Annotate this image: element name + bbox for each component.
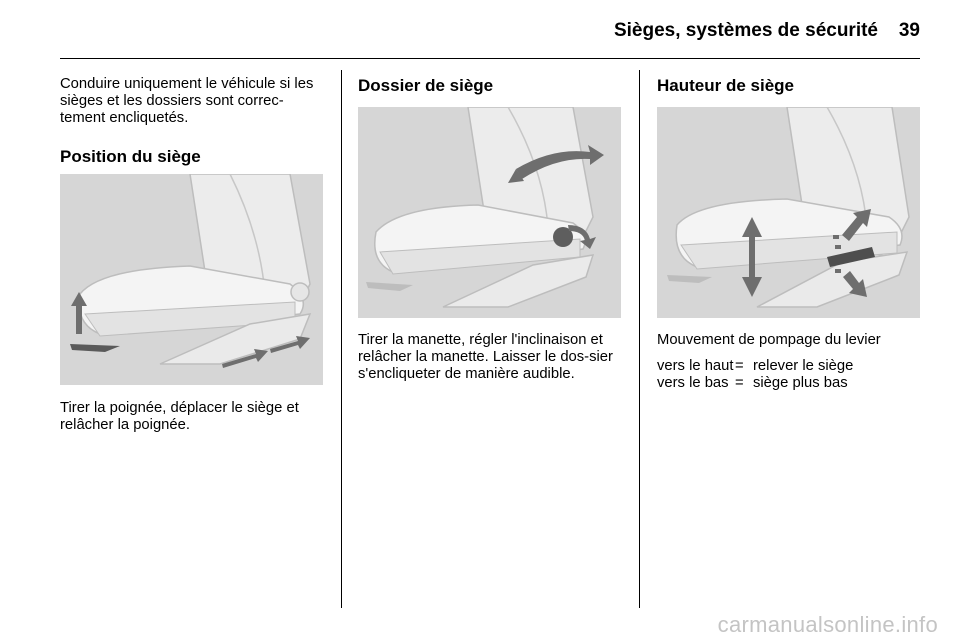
- header-rule: [60, 58, 920, 59]
- section-heading-backrest: Dossier de siège: [358, 76, 494, 95]
- column-divider-2: [639, 70, 640, 608]
- legend-description: relever le siège: [753, 358, 854, 374]
- column-divider-1: [341, 70, 342, 608]
- legend-equals: =: [735, 358, 744, 374]
- legend-equals: =: [735, 375, 744, 391]
- caption-seat-position-text: Tirer la poignée, déplacer le siège et relâcher la poignée.: [60, 400, 299, 433]
- page-header-title: Sièges, systèmes de sécurité: [613, 20, 878, 41]
- caption-seat-position: [60, 400, 324, 434]
- column-seat-position: [60, 76, 324, 167]
- backrest-illustration: [358, 107, 621, 318]
- section-heading-seat-height: Hauteur de siège: [657, 76, 794, 95]
- column-backrest: [358, 76, 622, 96]
- seat-height-illustration: [657, 107, 920, 318]
- legend-term: vers le bas: [657, 375, 729, 391]
- seat-position-illustration: [60, 174, 323, 385]
- legend-term: vers le haut: [657, 358, 734, 374]
- section-heading-seat-position: Position du siège: [60, 147, 201, 166]
- legend-row: [657, 375, 853, 392]
- watermark: carmanualsonline.info: [717, 612, 938, 637]
- caption-backrest: [358, 332, 624, 383]
- legend-description: siège plus bas: [753, 375, 848, 391]
- legend-row: [657, 358, 853, 375]
- caption-seat-height-text: Mouvement de pompage du levier: [657, 332, 881, 348]
- caption-seat-height: [657, 332, 921, 392]
- intro-paragraph: Conduire uniquement le véhicule si les sièges et les dossiers sont correc-tement encliquetés.: [60, 76, 314, 126]
- column-seat-height: [657, 76, 921, 96]
- caption-backrest-text: Tirer la manette, régler l'inclinaison et relâcher la manette. Laisser le dos-sier s'encliqueter de manière audible.: [358, 332, 613, 382]
- page-number: 39: [898, 20, 920, 41]
- seat-height-legend: [657, 358, 853, 392]
